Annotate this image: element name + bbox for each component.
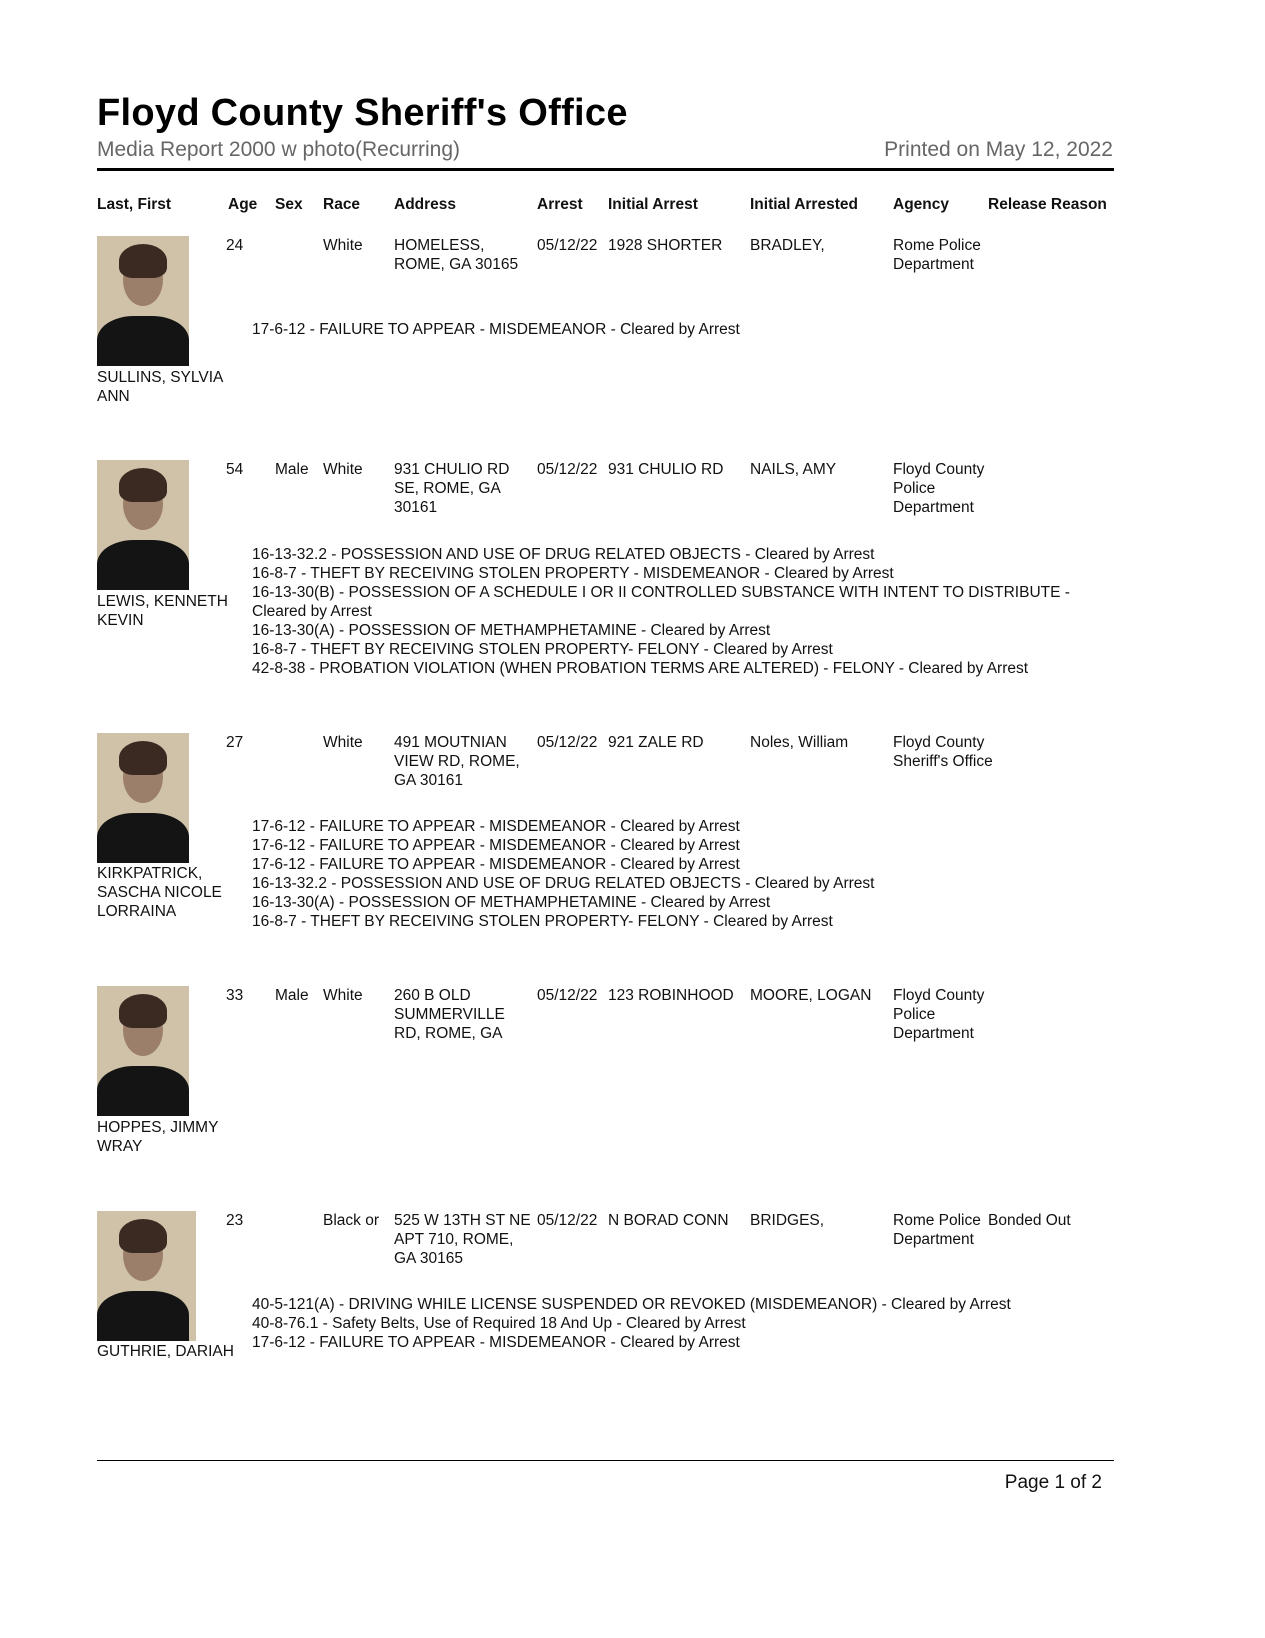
charge-line: 16-8-7 - THEFT BY RECEIVING STOLEN PROPERTY - MISDEMEANOR - Cleared by Arrest — [252, 565, 894, 582]
mugshot-photo — [97, 1211, 196, 1341]
charge-line: 17-6-12 - FAILURE TO APPEAR - MISDEMEANOR - Cleared by Arrest — [252, 1334, 740, 1351]
charges-list — [252, 1295, 1102, 1352]
mugshot-photo — [97, 733, 189, 863]
field-age: 33 — [226, 987, 244, 1004]
header-divider — [97, 168, 1114, 171]
field-age: 23 — [226, 1212, 244, 1229]
field-initial-arrested: Noles, William — [750, 734, 849, 751]
charge-line: 16-13-32.2 - POSSESSION AND USE OF DRUG RELATED OBJECTS - Cleared by Arrest — [252, 546, 875, 563]
column-header: Last, First — [97, 196, 172, 213]
column-header: Race — [323, 196, 361, 213]
field-race: White — [323, 461, 363, 478]
column-header: Address — [394, 196, 457, 213]
inmate-name: LEWIS, KENNETH KEVIN — [97, 593, 228, 629]
field-release: Bonded Out — [988, 1212, 1071, 1229]
inmate-record — [0, 236, 1265, 436]
field-initial-arrest: N BORAD CONN — [608, 1212, 729, 1229]
field-arrest: 05/12/22 — [537, 734, 598, 751]
inmate-record — [0, 460, 1265, 677]
field-initial-arrest: 931 CHULIO RD — [608, 461, 724, 478]
field-agency: Floyd County Sheriff's Office — [893, 734, 993, 770]
column-header: Agency — [893, 196, 949, 213]
field-age: 27 — [226, 734, 244, 751]
inmate-record — [0, 733, 1265, 933]
charge-line: 17-6-12 - FAILURE TO APPEAR - MISDEMEANOR - Cleared by Arrest — [252, 856, 740, 873]
column-header: Arrest — [537, 196, 583, 213]
field-arrest: 05/12/22 — [537, 1212, 598, 1229]
charge-line: 16-13-30(A) - POSSESSION OF METHAMPHETAMINE - Cleared by Arrest — [252, 894, 771, 911]
field-address: 931 CHULIO RD SE, ROME, GA 30161 — [394, 461, 510, 516]
inmate-name: GUTHRIE, DARIAH — [97, 1343, 234, 1360]
column-header: Initial Arrested — [750, 196, 858, 213]
field-race: Black or — [323, 1212, 379, 1229]
field-race: White — [323, 734, 363, 751]
footer-divider — [97, 1460, 1114, 1461]
charge-line: 40-8-76.1 - Safety Belts, Use of Required 18 And Up - Cleared by Arrest — [252, 1315, 746, 1332]
charge-line: 40-5-121(A) - DRIVING WHILE LICENSE SUSPENDED OR REVOKED (MISDEMEANOR) - Cleared by Arrest — [252, 1296, 1011, 1313]
printed-date: Printed on May 12, 2022 — [884, 138, 1113, 161]
field-agency: Floyd County Police Department — [893, 987, 985, 1042]
field-initial-arrest: 1928 SHORTER — [608, 237, 723, 254]
inmate-record — [0, 1211, 1265, 1411]
field-arrest: 05/12/22 — [537, 987, 598, 1004]
field-initial-arrested: NAILS, AMY — [750, 461, 837, 478]
inmate-name: HOPPES, JIMMY WRAY — [97, 1119, 219, 1155]
charge-line: 16-8-7 - THEFT BY RECEIVING STOLEN PROPERTY- FELONY - Cleared by Arrest — [252, 641, 833, 658]
charges-list — [252, 817, 1102, 931]
report-subtitle: Media Report 2000 w photo(Recurring) — [97, 138, 461, 161]
charge-line: 17-6-12 - FAILURE TO APPEAR - MISDEMEANOR - Cleared by Arrest — [252, 321, 740, 338]
field-arrest: 05/12/22 — [537, 461, 598, 478]
field-race: White — [323, 237, 363, 254]
page-number: Page 1 of 2 — [1004, 1472, 1102, 1493]
field-age: 54 — [226, 461, 244, 478]
inmate-name: KIRKPATRICK, SASCHA NICOLE LORRAINA — [97, 865, 222, 920]
field-sex: Male — [275, 987, 309, 1004]
field-agency: Rome Police Department — [893, 1212, 981, 1248]
field-address: 260 B OLD SUMMERVILLE RD, ROME, GA — [394, 987, 505, 1042]
charge-line: 16-8-7 - THEFT BY RECEIVING STOLEN PROPERTY- FELONY - Cleared by Arrest — [252, 913, 833, 930]
charge-line: 17-6-12 - FAILURE TO APPEAR - MISDEMEANOR - Cleared by Arrest — [252, 837, 740, 854]
field-sex: Male — [275, 461, 309, 478]
charge-line: 16-13-30(A) - POSSESSION OF METHAMPHETAMINE - Cleared by Arrest — [252, 622, 771, 639]
charges-list — [252, 545, 1102, 678]
field-agency: Floyd County Police Department — [893, 461, 985, 516]
column-header: Age — [228, 196, 258, 213]
field-initial-arrested: BRADLEY, — [750, 237, 825, 254]
charge-line: 16-13-30(B) - POSSESSION OF A SCHEDULE I OR II CONTROLLED SUBSTANCE WITH INTENT TO DISTRIBUTE - Cleared by Arrest — [252, 584, 1070, 620]
field-initial-arrest: 123 ROBINHOOD — [608, 987, 734, 1004]
field-initial-arrest: 921 ZALE RD — [608, 734, 704, 751]
field-address: 491 MOUTNIAN VIEW RD, ROME, GA 30161 — [394, 734, 520, 789]
column-header: Initial Arrest — [608, 196, 698, 213]
field-race: White — [323, 987, 363, 1004]
mugshot-photo — [97, 986, 189, 1116]
charge-line: 16-13-32.2 - POSSESSION AND USE OF DRUG RELATED OBJECTS - Cleared by Arrest — [252, 875, 875, 892]
mugshot-photo — [97, 460, 189, 590]
charges-list — [252, 320, 1102, 339]
mugshot-photo — [97, 236, 189, 366]
inmate-record — [0, 986, 1265, 1186]
charge-line: 17-6-12 - FAILURE TO APPEAR - MISDEMEANOR - Cleared by Arrest — [252, 818, 740, 835]
column-header: Sex — [275, 196, 303, 213]
inmate-name: SULLINS, SYLVIA ANN — [97, 369, 223, 405]
column-header: Release Reason — [988, 196, 1107, 213]
field-arrest: 05/12/22 — [537, 237, 598, 254]
field-initial-arrested: MOORE, LOGAN — [750, 987, 872, 1004]
field-agency: Rome Police Department — [893, 237, 981, 273]
charge-line: 42-8-38 - PROBATION VIOLATION (WHEN PROBATION TERMS ARE ALTERED) - FELONY - Cleared by Arrest — [252, 660, 1029, 677]
field-age: 24 — [226, 237, 244, 254]
field-address: 525 W 13TH ST NE APT 710, ROME, GA 30165 — [394, 1212, 531, 1267]
field-address: HOMELESS, ROME, GA 30165 — [394, 237, 519, 273]
report-title: Floyd County Sheriff's Office — [97, 92, 628, 134]
field-initial-arrested: BRIDGES, — [750, 1212, 825, 1229]
